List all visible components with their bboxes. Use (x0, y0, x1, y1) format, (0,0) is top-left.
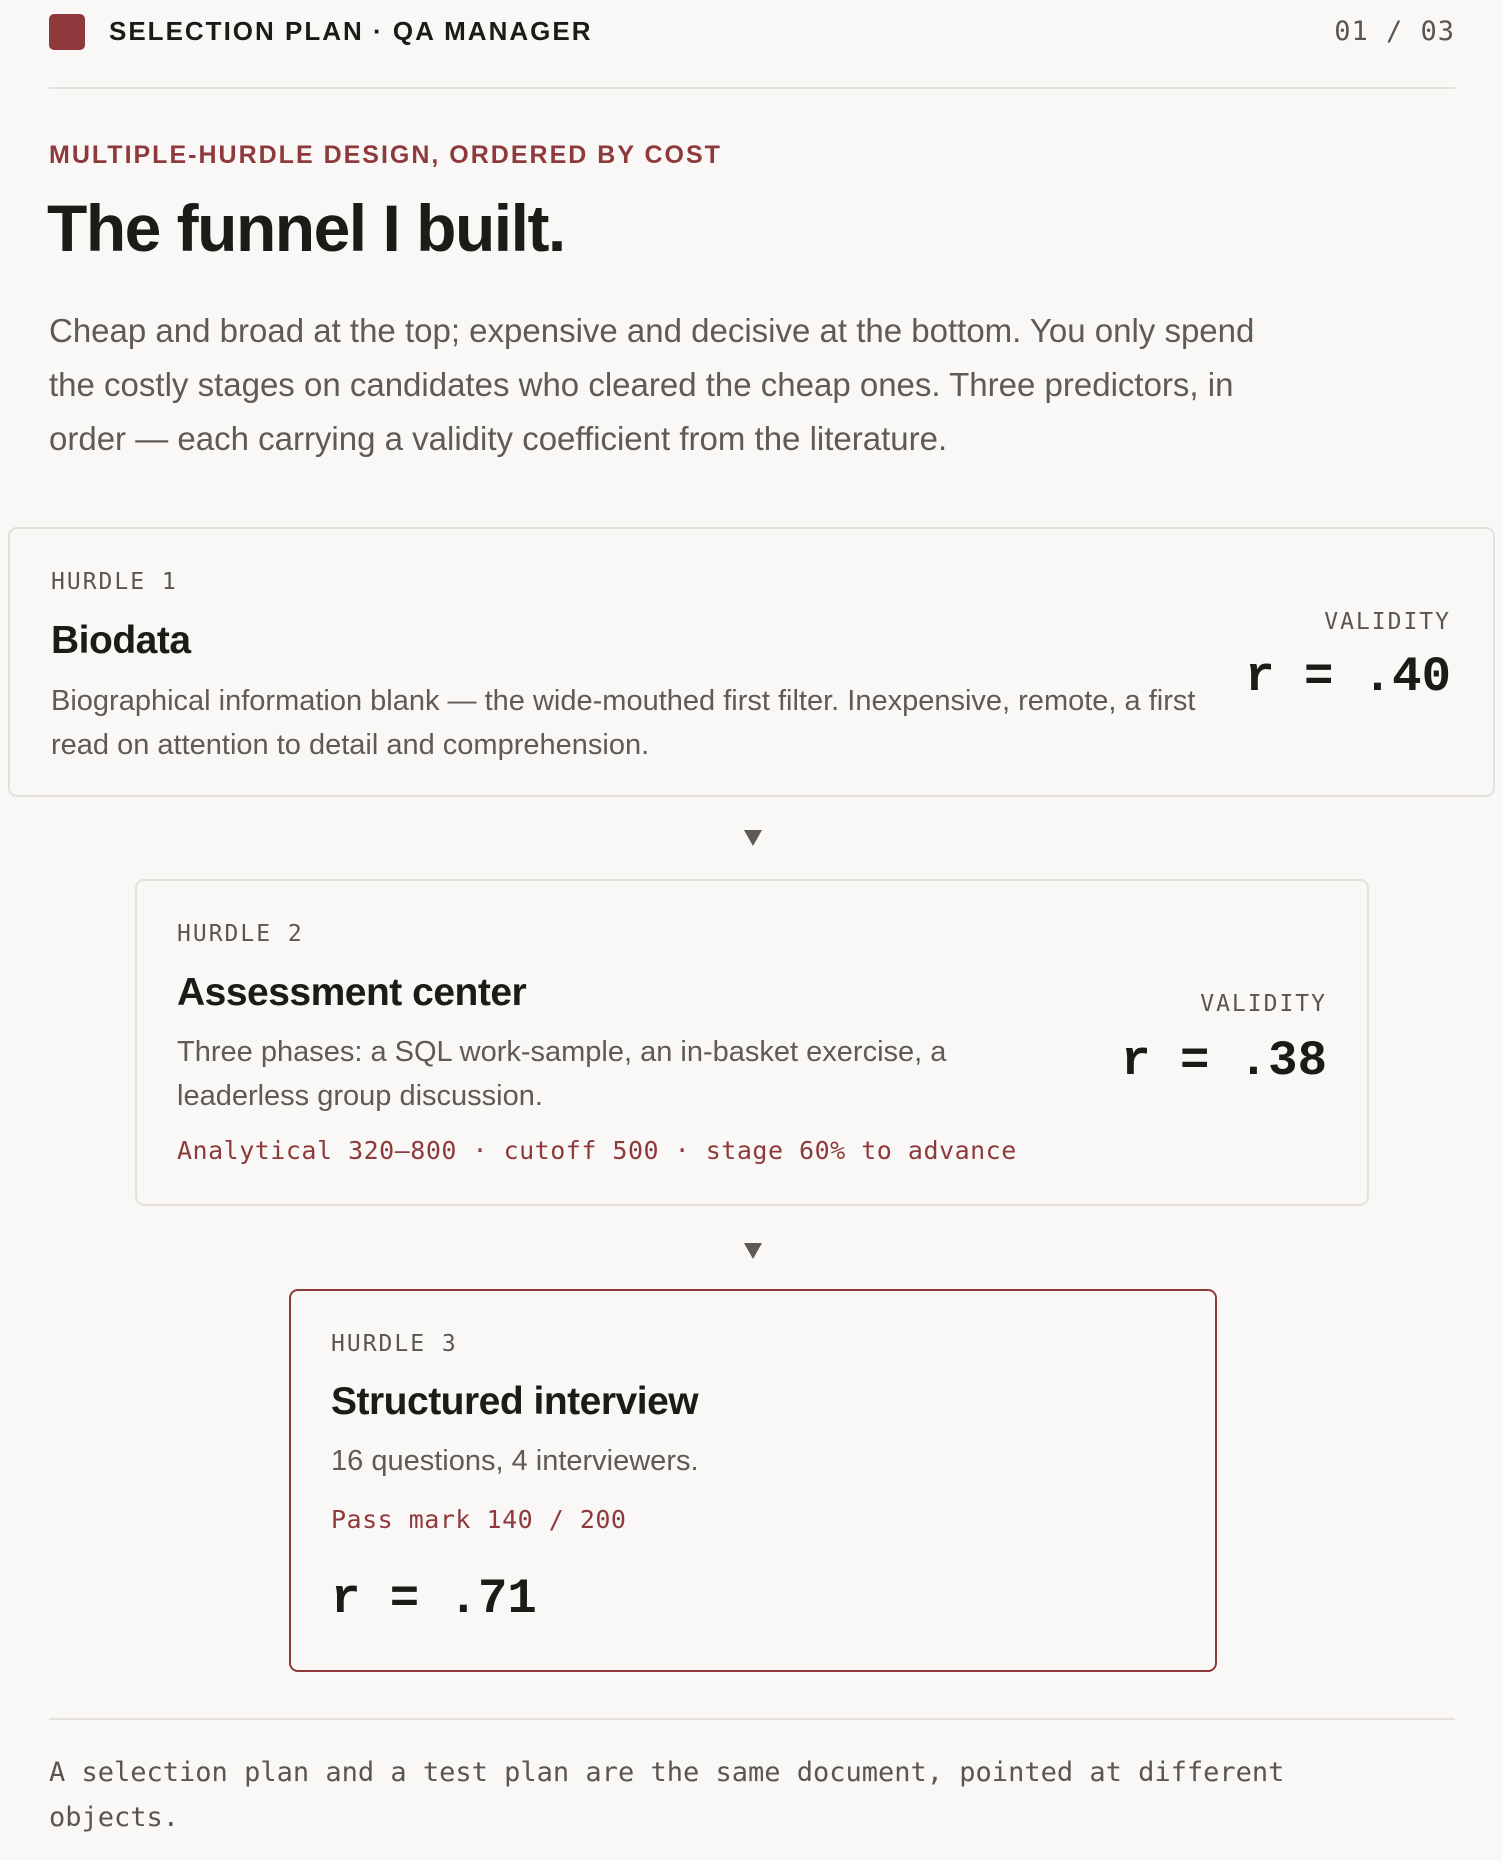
page-title: The funnel I built. (47, 191, 565, 265)
footer-divider (49, 1718, 1455, 1720)
hurdle-detail: Analytical 320–800 · cutoff 500 · stage 60% to advance (177, 1136, 1017, 1165)
hurdle-card-2 (135, 879, 1369, 1206)
hurdle-title: Structured interview (331, 1380, 699, 1423)
arrow-down-icon (744, 830, 762, 846)
validity-label: VALIDITY (1324, 609, 1451, 635)
section-eyebrow: MULTIPLE-HURDLE DESIGN, ORDERED BY COST (49, 141, 722, 169)
hurdle-label: HURDLE 3 (331, 1331, 458, 1357)
hurdle-label: HURDLE 2 (177, 921, 304, 947)
top-bar (49, 0, 1455, 89)
footer-note: A selection plan and a test plan are the same document, pointed at different objects. (49, 1757, 1285, 1833)
validity-value: r = .40 (1245, 649, 1451, 705)
validity-value: r = .71 (331, 1571, 537, 1627)
validity-label: VALIDITY (1200, 991, 1327, 1017)
page-counter: 01 / 03 (1334, 16, 1455, 47)
hurdle-card-3 (289, 1289, 1217, 1672)
hurdle-title: Assessment center (177, 971, 527, 1014)
hurdle-title: Biodata (51, 619, 191, 662)
intro-paragraph: Cheap and broad at the top; expensive and decisive at the bottom. You only spend the costly stages on candidates who cleared the cheap ones. Three predictors, in order — each carrying a validity coefficient from the literature. (49, 312, 1255, 457)
hurdle-description: Three phases: a SQL work-sample, an in-basket exercise, a leaderless group discussion. (177, 1036, 947, 1112)
hurdle-card-1 (8, 527, 1495, 797)
hurdle-description: Biographical information blank — the wide-mouthed first filter. Inexpensive, remote, a first read on attention to detail and comprehension. (51, 685, 1196, 761)
arrow-down-icon (744, 1243, 762, 1259)
hurdle-label: HURDLE 1 (51, 569, 178, 595)
hurdle-description: 16 questions, 4 interviewers. (331, 1445, 699, 1477)
document-title: SELECTION PLAN · QA MANAGER (109, 16, 593, 46)
hurdle-detail: Pass mark 140 / 200 (331, 1505, 627, 1534)
validity-value: r = .38 (1121, 1033, 1327, 1089)
brand-mark-icon (49, 14, 85, 50)
